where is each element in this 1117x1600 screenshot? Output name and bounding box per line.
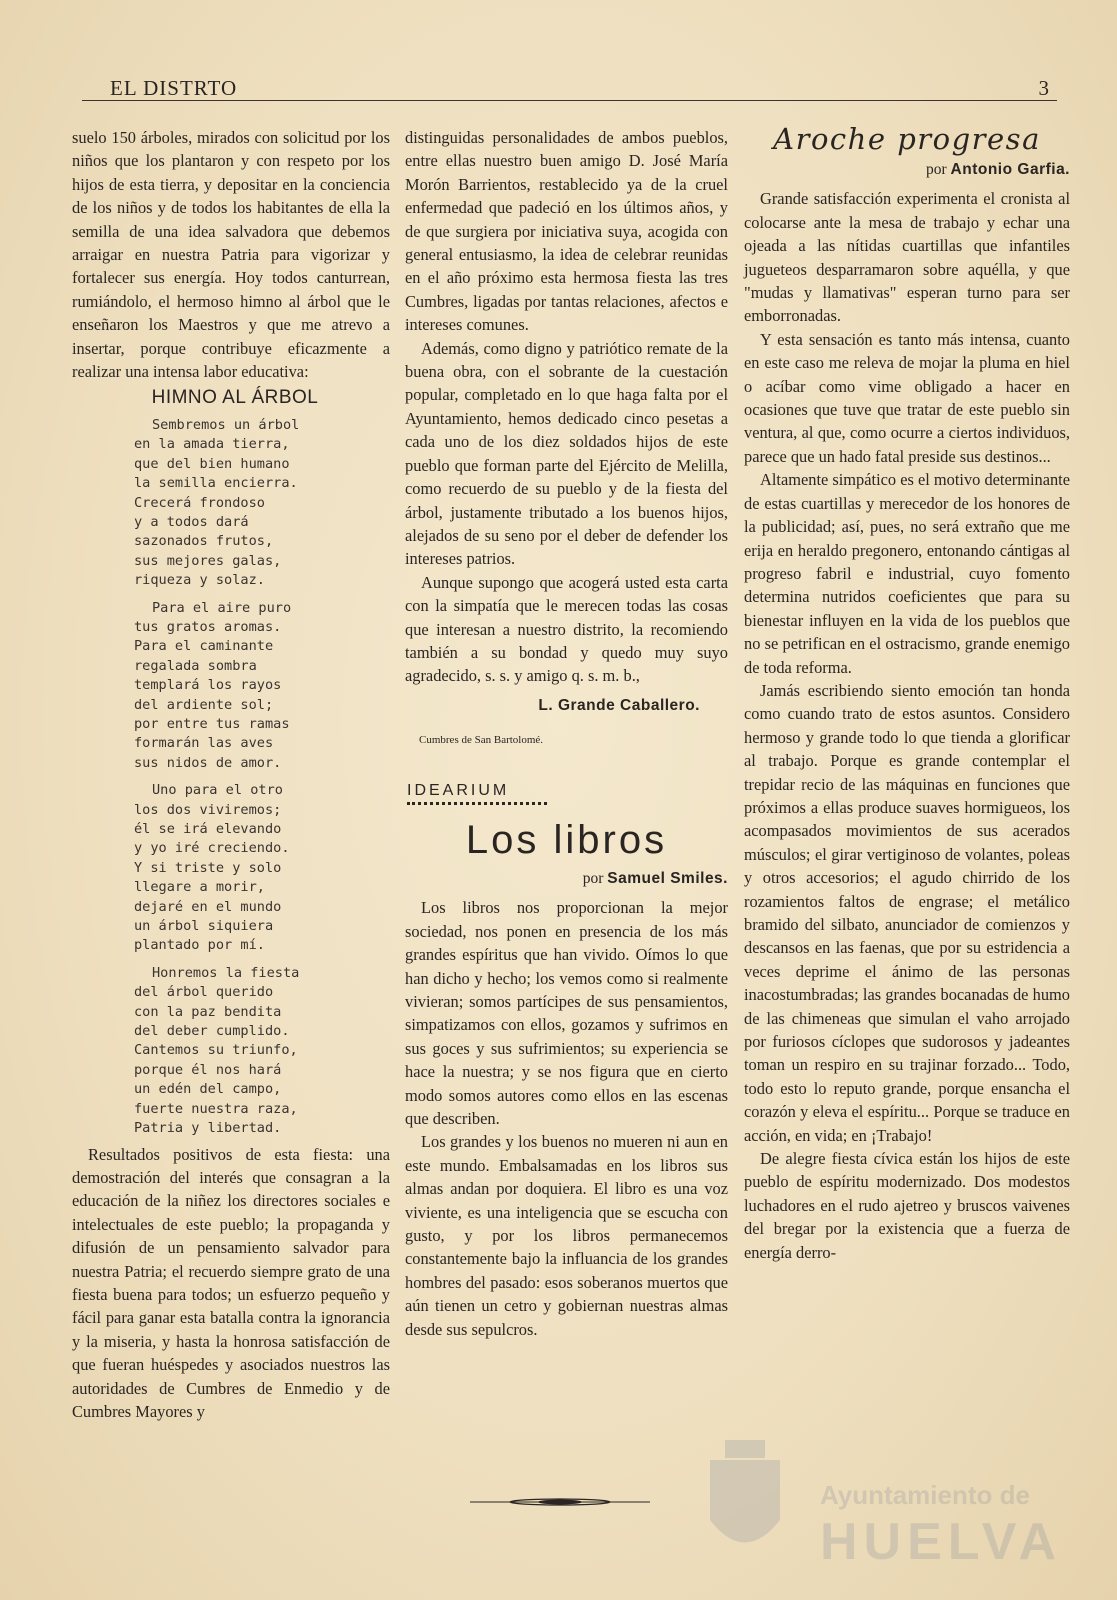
watermark-line-1: Ayuntamiento de xyxy=(820,1480,1030,1510)
closing-paragraph: Resultados positivos de esta fiesta: una demostración del interés que consagran a la educación de la niñez los directores sociales e intelectuales de este pueblo; la propaganda y difusión de un pensamiento salvador para nuestra Patria; el recuerdo siempre grato de una fiesta buena para todos; un esfuerzo pequeño y fácil para ganar esta batalla contra la ignorancia y la miseria, y hasta la honrosa satisfacción de que fueran huéspedes y asociados nuestros las autoridades de Cumbres de Enmedio y de Cumbres Mayores y xyxy=(72,1144,390,1421)
poem-stanza xyxy=(134,416,390,591)
poem-line: él se irá elevando xyxy=(134,821,282,837)
poem-line: Honremos la fiesta xyxy=(152,964,300,981)
end-ornament xyxy=(470,1498,650,1506)
poem-stanza xyxy=(134,964,390,1139)
page-number: 3 xyxy=(1038,76,1049,100)
poem-line: con la paz bendita xyxy=(134,1003,282,1020)
poem-line: Uno para el otro xyxy=(152,782,283,799)
letter-paragraph-2: Además, como digno y patriótico remate de la buena obra, con el sobrante de la cuestación popular, completado en lo que haga falta por el Ayuntamiento, hemos dedicado cinco pesetas a cada uno de los diez soldados hijos de este pueblo que forman parte del Ejército de Melilla, como recuerdo de su pueblo y de la fiesta del árbol, justamente tributado a los buenos hijos, alejados de su seno por el deber de defender los intereses patrios. xyxy=(405,338,728,569)
poem-line: del árbol querido xyxy=(134,984,274,1001)
column-3-title: Aroche progresa xyxy=(773,122,1041,156)
column-3-paragraph-1: Grande satisfacción experimenta el cronista al colocarse ante la mesa de trabajo y echar una ojeada a las nítidas cuartillas que infantiles jugueteos desparramaron sobre aquélla, y que "mudas y llamativas" esperan turno para ser emborronadas. xyxy=(744,189,1070,326)
poem-line: un árbol siquiera xyxy=(134,918,274,935)
poem xyxy=(72,416,390,1139)
poem-line: plantado por mí. xyxy=(134,937,265,954)
coat-of-arms-icon xyxy=(700,1440,790,1570)
poem-line: fuerte nuestra raza, xyxy=(134,1100,298,1117)
watermark-line-2: HUELVA xyxy=(820,1513,1063,1571)
byline-por: por xyxy=(926,161,947,178)
page-header xyxy=(82,74,1057,101)
byline-author: Antonio Garfia. xyxy=(950,161,1070,178)
poem-title: HIMNO AL ÁRBOL xyxy=(151,387,319,409)
poem-line: llegare a morir, xyxy=(134,879,265,896)
letter-paragraph-1: distinguidas personalidades de ambos pueblos, entre ellas nuestro buen amigo D. José María Morón Barrientos, restablecido ya de la cruel enfermedad que padeció en los últimos años, y de que surgiera por iniciativa suya, acogida con general entusiasmo, la idea de celebrar reunidas en el año próximo esta hermosa fiesta las tres Cumbres, ligadas por tantas relaciones, afectos e intereses comunes. xyxy=(405,128,728,335)
poem-line: Para el caminante xyxy=(134,638,274,655)
poem-line: los dos viviremos; xyxy=(134,801,282,818)
poem-line: en la amada tierra, xyxy=(134,436,290,453)
poem-line: Para el aire puro xyxy=(152,599,292,616)
column-2 xyxy=(405,126,728,1341)
column-3-byline xyxy=(744,158,1070,181)
poem-line: tus gratos aromas. xyxy=(134,618,282,635)
poem-line: Sembremos un árbol xyxy=(152,416,300,433)
poem-stanza xyxy=(134,781,390,956)
poem-line: templará los rayos xyxy=(134,677,282,694)
column-3-paragraph-5: De alegre fiesta cívica están los hijos de este pueblo de espíritu modernizado. Dos modestos luchadores en el rudo ajetreo y bruscos vaivenes del bregar por la existencia que a fuerza de energía derro- xyxy=(744,1149,1070,1262)
poem-line: Patria y libertad. xyxy=(134,1120,282,1137)
article-paragraph-2: Los grandes y los buenos no mueren ni aun en este mundo. Embalsamadas en los libros sus almas andan por doquiera. El libro es una voz viviente, es una inteligencia que se escucha con gusto, y por los libros permanecemos constantemente bajo la influancia de los grandes hombres del pasado: esos soberanos muertos que aún tienen un cetro y gobiernan nuestras almas desde sus sepulcros. xyxy=(405,1132,728,1339)
poem-line: sus nidos de amor. xyxy=(134,754,282,771)
column-1 xyxy=(72,126,390,1423)
column-3 xyxy=(744,122,1070,1264)
column-3-paragraph-2: Y esta sensación es tanto más intensa, cuanto en este caso me releva de mojar la pluma en hiel o acíbar como vime obligado a hacer en ocasiones que tuve que tratar de este pueblo sin ventura, al que, como ocurre a ciertos individuos, parece que un hado fatal preside sus destinos... xyxy=(744,329,1070,466)
section-label: IDEARIUM xyxy=(407,781,510,799)
poem-line: del deber cumplido. xyxy=(134,1023,290,1040)
poem-line: que del bien humano xyxy=(134,455,290,472)
poem-line: Y si triste y solo xyxy=(134,859,282,876)
archive-watermark xyxy=(700,1440,1080,1580)
letter-paragraph-3: Aunque supongo que acogerá usted esta carta con la simpatía que le merecen todas las cosas que interesan a nuestro distrito, la recomiendo también a su bondad y quedo muy suyo agradecido, s. s. y amigo q. s. m. b., xyxy=(405,572,728,686)
newspaper-title: EL DISTRTO xyxy=(110,76,238,100)
poem-line: por entre tus ramas xyxy=(134,715,290,732)
article-paragraph-1: Los libros nos proporcionan la mejor sociedad, nos ponen en presencia de los más grandes espíritus que han vivido. Oímos lo que han dicho y hecho; los vemos como si realmente vivieran; somos partícipes de sus pensamientos, simpatizamos con ellos, gozamos y sufrimos en sus goces y sus sufrimientos; su experiencia se hace la nuestra; y se nos figura que en cierto modo somos autores como ellos en las escenas que describen. xyxy=(405,898,728,1129)
poem-line: riqueza y solaz. xyxy=(134,572,265,589)
poem-line: dejaré en el mundo xyxy=(134,898,282,915)
poem-line: del ardiente sol; xyxy=(134,696,274,713)
poem-line: sazonados frutos, xyxy=(134,533,274,550)
poem-stanza xyxy=(134,599,390,774)
column-3-paragraph-3: Altamente simpático es el motivo determinante de estas cuartillas y merecedor de los honores de la publicidad; así, pues, no será extraño que me erija en heraldo pregonero, entonando cántigas al progreso fabril e industrial, cuyo fomento determina nutridos coeficientes que para su bienestar influyen en la vida de los pueblos que no se petrifican en el ostracismo, grande enemigo de toda reforma. xyxy=(744,470,1070,677)
poem-line: un edén del campo, xyxy=(134,1081,282,1098)
poem-line: porque él nos hará xyxy=(134,1061,282,1078)
poem-line: y a todos dará xyxy=(134,513,249,530)
byline-author: Samuel Smiles. xyxy=(607,869,728,887)
article-title: Los libros xyxy=(465,817,668,862)
byline-por: por xyxy=(582,869,604,887)
letter-signature: L. Grande Caballero. xyxy=(538,696,700,714)
poem-line: formarán las aves xyxy=(134,735,274,752)
intro-paragraph: suelo 150 árboles, mirados con solicitud por los niños que los plantaron y con respeto por los hijos de esta tierra, y depositar en la conciencia de los niños y de todos los habitantes de ella la semilla de una idea salvadora que debemos arraigar en nuestra Patria para vigorizar y fortalecer sus energía. Hoy todos canturrean, rumiándolo, el hermoso himno al árbol que le enseñaron los Maestros y que me atrevo a insertar, porque contribuye eficazmente a realizar una intensa labor educativa: xyxy=(72,128,390,382)
section-dots-divider xyxy=(407,802,547,805)
poem-line: la semilla encierra. xyxy=(134,475,298,492)
poem-line: y yo iré creciendo. xyxy=(134,840,290,857)
poem-line: sus mejores galas, xyxy=(134,552,282,569)
poem-line: Cantemos su triunfo, xyxy=(134,1042,298,1059)
poem-line: Crecerá frondoso xyxy=(134,494,265,511)
letter-place: Cumbres de San Bartolomé. xyxy=(419,734,544,747)
article-byline xyxy=(405,867,728,890)
column-3-paragraph-4: Jamás escribiendo siento emoción tan honda como cuando trato de estos asuntos. Considero hermoso y grande todo lo que tienda a glorificar al trabajo. Porque es grande contemplar el trepidar recio de las máquinas en funciones que próximos a ellas produce suaves hormigueos, los acompasados movimientos de sus acerados músculos; el girar vertiginoso de volantes, poleas y otros accesorios; el agudo chirrido de los rozamientos faltos de engrase; el metálico bramido del silbato, anunciador de comienzos y descansos en las faenas, que por su estridencia a veces deprime el ánimo de las personas inacostumbradas; las grandes bocanadas de humo de las chimeneas que simulan el vaho arrojado por furiosos cíclopes que sudorosos y jadeantes toman un respiro en su trajinar forzado... Todo, todo esto lo reputo grande, porque ensancha el corazón y eleva el espíritu... Porque se traduce en acción, en vida; en ¡Trabajo! xyxy=(744,680,1070,1145)
poem-line: regalada sombra xyxy=(134,657,257,674)
